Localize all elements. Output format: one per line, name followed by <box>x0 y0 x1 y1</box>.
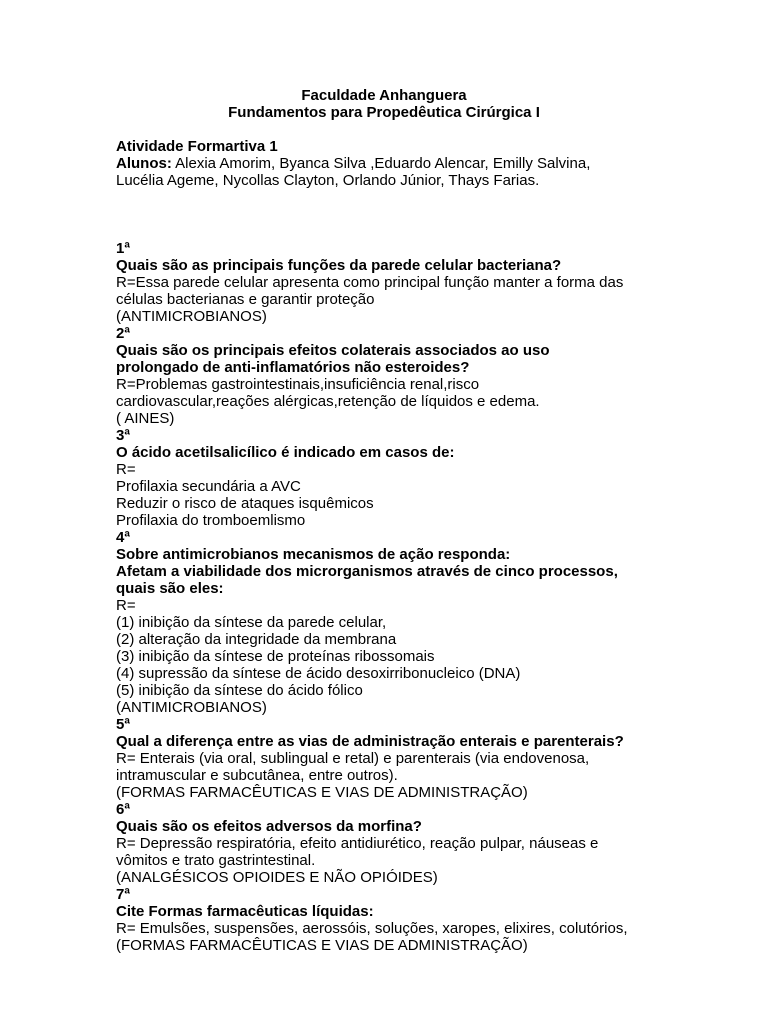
answer-text: R= <box>116 461 136 478</box>
question-block <box>116 886 676 954</box>
question-number: 3ª <box>116 427 130 444</box>
students-names-1: Alexia Amorim, Byanca Silva ,Eduardo Alencar, Emilly Salvina, <box>171 155 591 172</box>
question-number: 6ª <box>116 801 130 818</box>
question-block <box>116 529 676 716</box>
question-number: 1ª <box>116 240 130 257</box>
question-number: 2ª <box>116 325 130 342</box>
answer-text: R= <box>116 597 136 614</box>
question-text: Quais são os principais efeitos colaterais associados ao uso <box>116 342 550 359</box>
question-block <box>116 801 676 886</box>
answer-text: células bacterianas e garantir proteção <box>116 291 375 308</box>
question-text: O ácido acetilsalicílico é indicado em casos de: <box>116 444 455 461</box>
answer-text: (3) inibição da síntese de proteínas ribossomais <box>116 648 435 665</box>
question-number: 5ª <box>116 716 130 733</box>
answer-text: R= Depressão respiratória, efeito antidiurético, reação pulpar, náuseas e <box>116 835 599 852</box>
document-body <box>116 138 676 954</box>
students-label: Alunos: <box>116 155 172 172</box>
question-text: Afetam a viabilidade dos microrganismos através de cinco processos, <box>116 563 618 580</box>
students-line-2: Lucélia Ageme, Nycollas Clayton, Orlando Júnior, Thays Farias. <box>116 172 540 189</box>
answer-text: (4) supressão da síntese de ácido desoxirribonucleico (DNA) <box>116 665 521 682</box>
answer-text: R= Emulsões, suspensões, aerossóis, soluções, xaropes, elixires, colutórios, <box>116 920 628 937</box>
question-text: Qual a diferença entre as vias de administração enterais e parenterais? <box>116 733 624 750</box>
question-text: Quais são os efeitos adversos da morfina? <box>116 818 422 835</box>
question-number: 7ª <box>116 886 130 903</box>
question-number: 4ª <box>116 529 130 546</box>
answer-text: (5) inibição da síntese do ácido fólico <box>116 682 363 699</box>
answer-text: ( AINES) <box>116 410 175 427</box>
document-header <box>0 87 768 121</box>
answer-text: Profilaxia secundária a AVC <box>116 478 301 495</box>
question-text: quais são eles: <box>116 580 224 597</box>
question-block <box>116 716 676 801</box>
question-text: Sobre antimicrobianos mecanismos de ação responda: <box>116 546 511 563</box>
question-block <box>116 325 676 427</box>
answer-text: R=Essa parede celular apresenta como principal função manter a forma das <box>116 274 624 291</box>
question-block <box>116 240 676 325</box>
answer-text: (2) alteração da integridade da membrana <box>116 631 397 648</box>
answer-text: cardiovascular,reações alérgicas,retenção de líquidos e edema. <box>116 393 540 410</box>
answer-text: vômitos e trato gastrintestinal. <box>116 852 316 869</box>
institution-title: Faculdade Anhanguera <box>301 87 467 104</box>
course-title: Fundamentos para Propedêutica Cirúrgica I <box>228 104 540 121</box>
answer-text: (ANTIMICROBIANOS) <box>116 308 267 325</box>
spacer <box>116 189 676 240</box>
question-block <box>116 427 676 529</box>
answer-text: intramuscular e subcutânea, entre outros). <box>116 767 398 784</box>
question-text: prolongado de anti-inflamatórios não esteroides? <box>116 359 470 376</box>
students-line-1 <box>116 155 676 172</box>
question-text: Quais são as principais funções da parede celular bacteriana? <box>116 257 562 274</box>
questions-list <box>116 240 676 954</box>
answer-text: Profilaxia do tromboemlismo <box>116 512 306 529</box>
answer-text: R= Enterais (via oral, sublingual e retal) e parenterais (via endovenosa, <box>116 750 590 767</box>
activity-title: Atividade Formartiva 1 <box>116 138 278 155</box>
answer-text: R=Problemas gastrointestinais,insuficiência renal,risco <box>116 376 480 393</box>
answer-text: (FORMAS FARMACÊUTICAS E VIAS DE ADMINISTRAÇÃO) <box>116 784 528 801</box>
answer-text: (1) inibição da síntese da parede celular, <box>116 614 387 631</box>
answer-text: Reduzir o risco de ataques isquêmicos <box>116 495 374 512</box>
answer-text: (ANALGÉSICOS OPIOIDES E NÃO OPIÓIDES) <box>116 869 438 886</box>
answer-text: (FORMAS FARMACÊUTICAS E VIAS DE ADMINISTRAÇÃO) <box>116 937 528 954</box>
answer-text: (ANTIMICROBIANOS) <box>116 699 267 716</box>
question-text: Cite Formas farmacêuticas líquidas: <box>116 903 374 920</box>
